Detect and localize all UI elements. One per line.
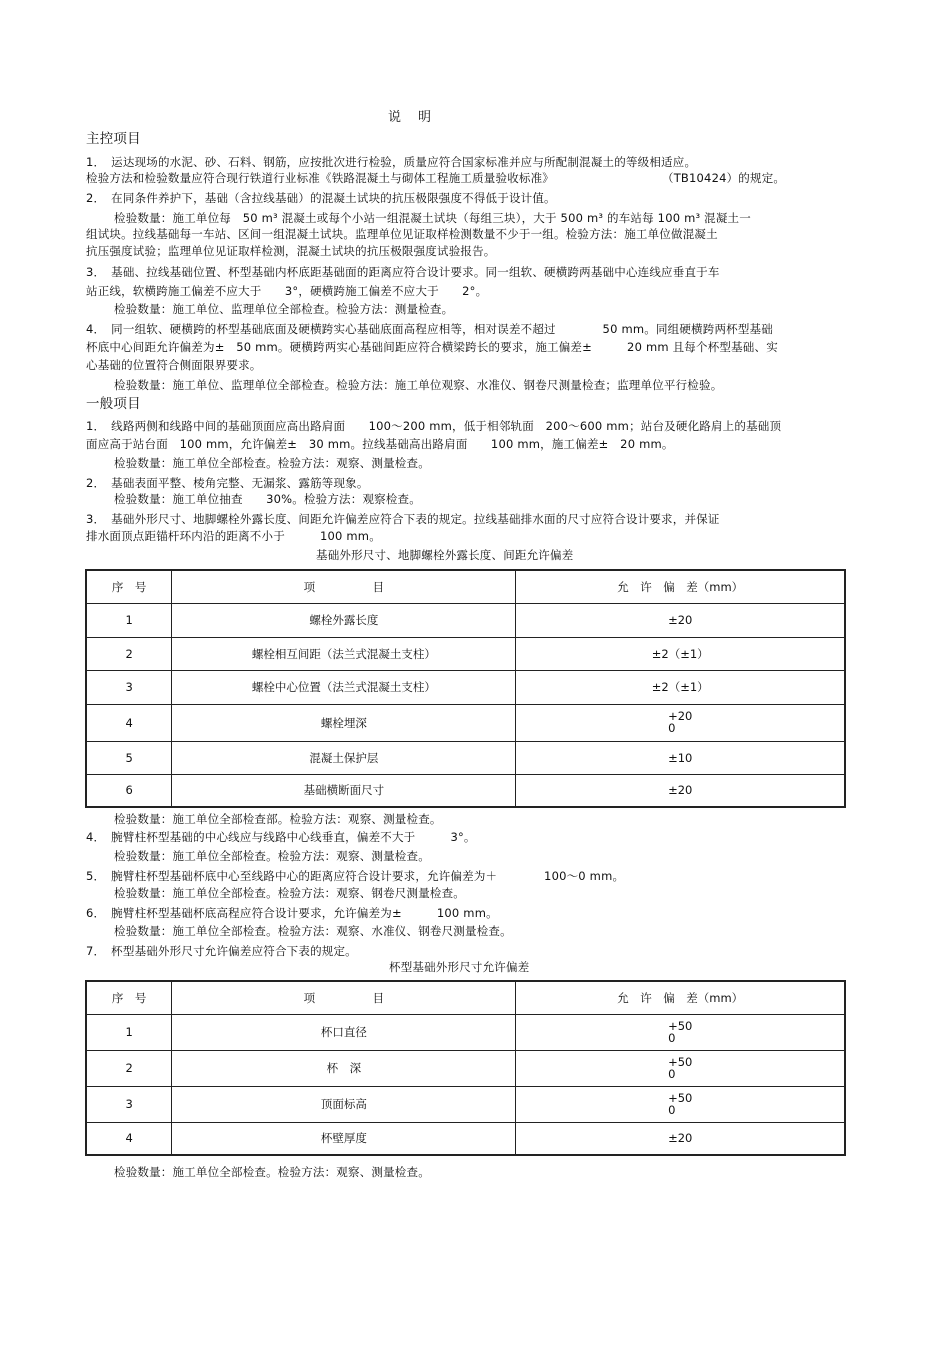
tolerance-upper: +20 [668, 709, 693, 723]
paragraph-line: 检验数量：施工单位、监理单位全部检查。检验方法：施工单位观察、水准仪、钢卷尺测量检查；监理单位平行检验。 [114, 378, 723, 392]
cell-tolerance: ±2（±1） [516, 670, 845, 704]
cell-no: 3 [86, 1086, 172, 1122]
paragraph-line: 2． 在同条件养护下，基础（含拉线基础）的混凝土试块的抗压极限强度不得低于设计值。 [86, 191, 556, 205]
tolerance-lower: 0 [668, 1102, 676, 1117]
paragraph-line: 检验数量：施工单位抽查 30%。检验方法：观察检查。 [114, 492, 421, 506]
paragraph-line: 检验数量：施工单位全部检查。检验方法：观察、钢卷尺测量检查。 [114, 886, 465, 900]
paragraph-line: 检验数量：施工单位全部检查。检验方法：观察、测量检查。 [114, 456, 430, 470]
cell-item: 杯壁厚度 [172, 1122, 516, 1155]
cell-no: 5 [86, 741, 172, 774]
tolerance-lower: 0 [668, 721, 676, 735]
table-caption: 杯型基础外形尺寸允许偏差 [389, 960, 530, 974]
tolerance-table-cup-foundation [85, 980, 846, 1156]
table-row [86, 704, 845, 741]
header-cell: 允 许 偏 差（mm） [516, 570, 845, 603]
tolerance-upper: +50 [668, 1018, 693, 1033]
cell-no: 2 [86, 1050, 172, 1086]
paragraph-line: 1． 线路两侧和线路中间的基础顶面应高出路肩面 100～200 mm，低于相邻轨面 200～600 mm；站台及硬化路肩上的基础顶 [86, 419, 782, 433]
tolerance-upper: +50 [668, 1090, 693, 1105]
table-row [86, 603, 845, 637]
paragraph-line: 面应高于站台面 100 mm，允许偏差± 30 mm。拉线基础高出路肩面 100 mm，施工偏差± 20 mm。 [86, 437, 674, 451]
table-row [86, 1086, 845, 1122]
cell-tolerance: ±20 [516, 603, 845, 637]
paragraph-line: 站正线，软横跨施工偏差不应大于 3°，硬横跨施工偏差不应大于 2°。 [86, 284, 488, 298]
paragraph-line: 3． 基础外形尺寸、地脚螺栓外露长度、间距允许偏差应符合下表的规定。拉线基础排水面的尺寸应符合设计要求，并保证 [86, 512, 720, 526]
paragraph-line: 检验数量：施工单位全部检查。检验方法：观察、测量检查。 [114, 1165, 430, 1179]
paragraph-line: 4． 腕臂柱杯型基础的中心线应与线路中心线垂直，偏差不大于 3°。 [86, 830, 476, 844]
cell-tolerance [516, 704, 845, 741]
cell-tolerance [516, 1014, 845, 1050]
header-cell: 序 号 [86, 981, 172, 1014]
paragraph-line: （TB10424）的规定。 [662, 171, 786, 185]
paragraph-line: 检验数量：施工单位全部检查部。检验方法：观察、测量检查。 [114, 812, 442, 826]
table-row [86, 741, 845, 774]
paragraph-line: 检验数量：施工单位每 50 m³ 混凝土或每个小站一组混凝土试块（每组三块），大于 500 m³ 的车站每 100 m³ 混凝土一 [114, 211, 751, 225]
paragraph-line: 检验数量：施工单位、监理单位全部检查。检验方法：测量检查。 [114, 302, 454, 316]
table-row [86, 670, 845, 704]
table-row [86, 1050, 845, 1086]
paragraph-line: 检验方法和检验数量应符合现行铁道行业标准《铁路混凝土与砌体工程施工质量验收标准》 [86, 171, 554, 185]
paragraph-line: 3． 基础、拉线基础位置、杯型基础内杯底距基础面的距离应符合设计要求。同一组软、硬横跨两基础中心连线应垂直于车 [86, 265, 720, 279]
tolerance-lower: 0 [668, 1030, 676, 1045]
cell-item: 混凝土保护层 [172, 741, 516, 774]
paragraph-line: 2． 基础表面平整、棱角完整、无漏浆、露筋等现象。 [86, 476, 369, 490]
cell-tolerance: ±20 [516, 1122, 845, 1155]
cell-no: 1 [86, 1014, 172, 1050]
cell-no: 6 [86, 774, 172, 807]
paragraph-line: 检验数量：施工单位全部检查。检验方法：观察、测量检查。 [114, 849, 430, 863]
paragraph-line: 1． 运达现场的水泥、砂、石料、钢筋，应按批次进行检验，质量应符合国家标准并应与所配制混凝土的等级相适应。 [86, 155, 697, 169]
paragraph-line: 7． 杯型基础外形尺寸允许偏差应符合下表的规定。 [86, 944, 357, 958]
paragraph-line: 杯底中心间距允许偏差为± 50 mm。硬横跨两实心基础间距应符合横梁跨长的要求，施工偏差± 20 mm 且每个杯型基础、实 [86, 340, 778, 354]
paragraph-line: 检验数量：施工单位全部检查。检验方法：观察、水准仪、钢卷尺测量检查。 [114, 924, 512, 938]
paragraph-line: 抗压强度试验；监理单位见证取样检测，混凝土试块的抗压极限强度试验报告。 [86, 244, 496, 258]
paragraph-line: 6． 腕臂柱杯型基础杯底高程应符合设计要求，允许偏差为± 100 mm。 [86, 906, 498, 920]
table-row [86, 1014, 845, 1050]
cell-item: 杯口直径 [172, 1014, 516, 1050]
table-row [86, 637, 845, 670]
cell-tolerance: ±20 [516, 774, 845, 807]
cell-no: 4 [86, 704, 172, 741]
header-cell: 允 许 偏 差（mm） [516, 981, 845, 1014]
table-caption: 基础外形尺寸、地脚螺栓外露长度、间距允许偏差 [316, 548, 574, 562]
tolerance-upper: +50 [668, 1054, 693, 1069]
header-cell: 项 目 [172, 570, 516, 603]
cell-tolerance [516, 1086, 845, 1122]
cell-item: 基础横断面尺寸 [172, 774, 516, 807]
paragraph-line: 心基础的位置符合侧面限界要求。 [86, 358, 262, 372]
cell-no: 1 [86, 603, 172, 637]
cell-item: 螺栓埋深 [172, 704, 516, 741]
cell-item: 顶面标高 [172, 1086, 516, 1122]
table-header-row [86, 570, 845, 603]
cell-item: 螺栓相互间距（法兰式混凝土支柱） [172, 637, 516, 670]
cell-no: 3 [86, 670, 172, 704]
paragraph-line: 5． 腕臂柱杯型基础杯底中心至线路中心的距离应符合设计要求，允许偏差为＋ 100～0 mm。 [86, 869, 625, 883]
paragraph-line: 组试块。拉线基础每一车站、区间一组混凝土试块。监理单位见证取样检测数量不少于一组。检验方法：施工单位做混凝土 [86, 227, 718, 241]
cell-tolerance [516, 1050, 845, 1086]
cell-item: 螺栓中心位置（法兰式混凝土支柱） [172, 670, 516, 704]
paragraph-line: 排水面顶点距锚杆环内沿的距离不小于 100 mm。 [86, 529, 381, 543]
section-heading-main: 主控项目 [86, 131, 141, 147]
cell-item: 螺栓外露长度 [172, 603, 516, 637]
header-cell: 项 目 [172, 981, 516, 1014]
paragraph-line: 4． 同一组软、硬横跨的杯型基础底面及硬横跨实心基础底面高程应相等，相对误差不超过 50 mm。同组硬横跨两杯型基础 [86, 322, 773, 336]
page-title: 说 明 [388, 110, 434, 125]
cell-tolerance: ±2（±1） [516, 637, 845, 670]
table-row [86, 774, 845, 807]
table-header-row [86, 981, 845, 1014]
cell-tolerance: ±10 [516, 741, 845, 774]
table-row [86, 1122, 845, 1155]
cell-item: 杯 深 [172, 1050, 516, 1086]
section-heading-general: 一般项目 [86, 396, 141, 412]
cell-no: 2 [86, 637, 172, 670]
cell-no: 4 [86, 1122, 172, 1155]
header-cell: 序 号 [86, 570, 172, 603]
tolerance-lower: 0 [668, 1066, 676, 1081]
tolerance-table-foundation [85, 569, 846, 808]
